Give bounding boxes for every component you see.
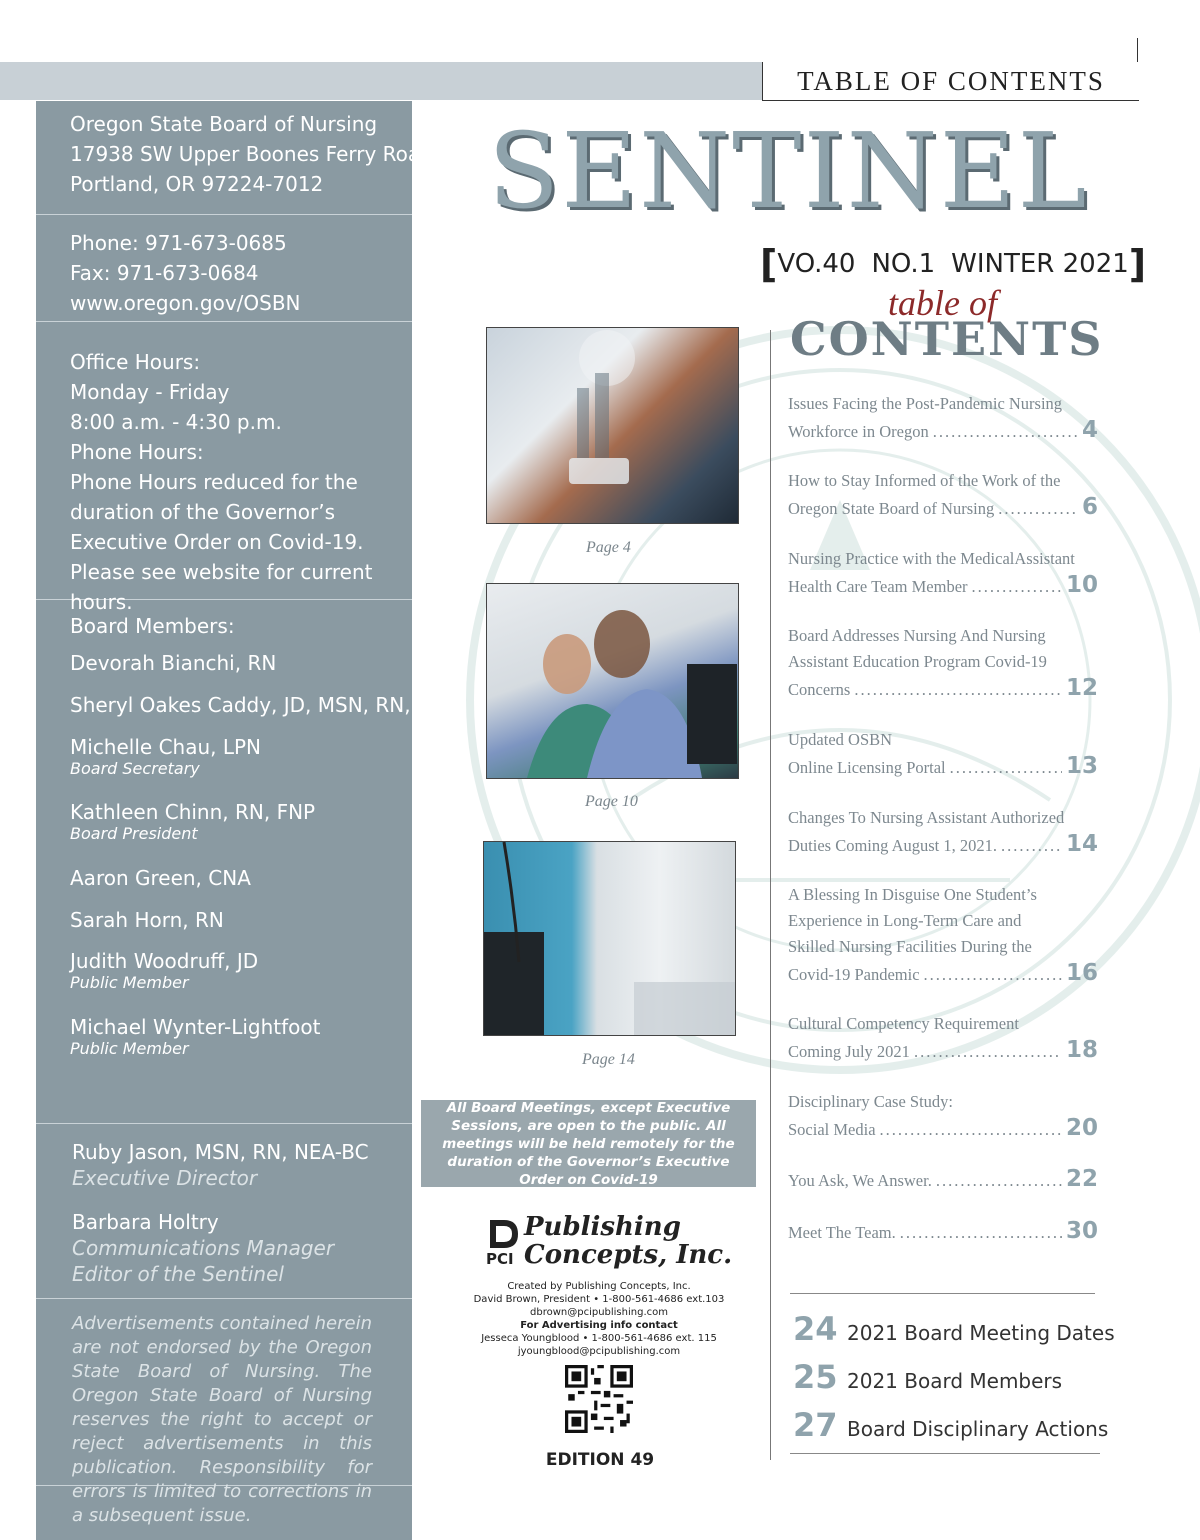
toc-script-heading: table of <box>888 283 997 323</box>
meetings-note: All Board Meetings, except Executive Sessions, are open to the public. All meetings will be held remotely for the duration of the Governor’s Executive Order on Covid-19 <box>421 1100 756 1187</box>
publisher-credit: Created by Publishing Concepts, Inc. <box>507 1281 691 1292</box>
toc-leader-dots <box>914 1039 1062 1065</box>
member-role: Board President <box>70 824 198 843</box>
member-role: Public Member <box>70 973 189 992</box>
toc-page-number: 20 <box>1065 1115 1098 1141</box>
toc-page-number: 13 <box>1065 753 1098 779</box>
board-members-block <box>36 601 459 1124</box>
toc-entry-line <box>788 908 1098 934</box>
staff-name: Barbara Holtry <box>72 1210 219 1234</box>
member <box>36 693 459 735</box>
season: WINTER 2021 <box>951 249 1129 279</box>
address-line: Portland, OR 97224-7012 <box>70 172 324 196</box>
staff-block <box>36 1125 412 1299</box>
toc-entry-title: You Ask, We Answer. <box>788 1171 932 1190</box>
bottom-list-label: 2021 Board Meeting Dates <box>847 1321 1115 1345</box>
disclaimer-block <box>36 1300 412 1526</box>
board-members-label: Board Members: <box>70 614 235 638</box>
toc-entry[interactable] <box>788 727 1098 781</box>
toc-header: TABLE OF CONTENTS <box>762 62 1139 101</box>
hours-block <box>36 323 412 614</box>
toc-leader-dots <box>936 1168 1062 1194</box>
toc-entry-line <box>788 1011 1098 1037</box>
publisher-ad-label: For Advertising info contact <box>520 1320 678 1331</box>
toc-entry-line <box>788 753 1098 781</box>
header-rule <box>1137 38 1138 62</box>
photo-caption: Page 14 <box>582 1051 635 1068</box>
member-role: Public Member <box>70 1039 189 1058</box>
toc-divider <box>770 330 771 1460</box>
toc-entry-line <box>788 727 1098 753</box>
staff-role: Editor of the Sentinel <box>72 1262 284 1286</box>
toc-entry[interactable] <box>788 623 1098 703</box>
toc-page-number: 12 <box>1065 675 1098 701</box>
bottom-list-page: 27 <box>793 1406 838 1444</box>
publisher-ad-contact: Jesseca Youngblood • 1-800-561-4686 ext. 115 <box>481 1333 717 1344</box>
toc-page-number: 6 <box>1081 494 1098 520</box>
member <box>36 800 412 866</box>
toc-page-number: 10 <box>1065 572 1098 598</box>
toc-entry-title: Workforce in Oregon <box>788 422 929 441</box>
member <box>36 735 412 800</box>
photo-caption: Page 4 <box>586 539 631 556</box>
toc-entry-line <box>788 1218 1098 1246</box>
bottom-list-label: 2021 Board Members <box>847 1369 1063 1393</box>
toc-entry[interactable] <box>788 1218 1098 1246</box>
toc-entry-line <box>788 1166 1098 1194</box>
toc-entry-title: Experience in Long-Term Care and <box>788 911 1022 930</box>
toc-page-number: 22 <box>1065 1166 1098 1192</box>
toc-entry-line <box>788 623 1098 649</box>
member <box>36 866 412 908</box>
toc-entry-line <box>788 831 1098 859</box>
member-name: Michelle Chau, LPN <box>70 735 262 759</box>
issue-line <box>760 242 1147 286</box>
top-band <box>0 62 762 100</box>
toc-entry-title: Board Addresses Nursing And Nursing <box>788 626 1046 645</box>
toc-entry-line <box>788 960 1098 988</box>
member-name: Kathleen Chinn, RN, FNP <box>70 800 316 824</box>
toc-entry-title: A Blessing In Disguise One Student’s <box>788 885 1037 904</box>
toc-entry-line <box>788 934 1098 960</box>
toc-entry-title: Skilled Nursing Facilities During the <box>788 937 1032 956</box>
website-link[interactable]: www.oregon.gov/OSBN <box>70 291 301 315</box>
toc-entry-line <box>788 546 1098 572</box>
toc-entry-title: Covid-19 Pandemic <box>788 965 920 984</box>
member-name: Judith Woodruff, JD <box>70 949 259 973</box>
toc-entry-title: Assistant Education Program Covid-19 <box>788 652 1047 671</box>
phone-hours-note: Phone Hours reduced for the duration of the Governor’s Executive Order on Covid-19. Please see website for current hours. <box>70 470 373 614</box>
toc-entry-title: Meet The Team. <box>788 1223 896 1242</box>
staff-role: Executive Director <box>72 1166 258 1190</box>
phone: Phone: 971-673-0685 <box>70 231 287 255</box>
edition-number: EDITION 49 <box>545 1450 655 1470</box>
publisher-email[interactable]: dbrown@pcipublishing.com <box>530 1307 668 1318</box>
contact-block <box>36 216 412 322</box>
bottom-list-item[interactable] <box>793 1406 1108 1444</box>
bottom-list-item[interactable] <box>793 1310 1115 1348</box>
toc-leader-dots <box>900 1220 1062 1246</box>
publisher-name: Concepts, Inc. <box>524 1240 733 1270</box>
toc-entry-title: Issues Facing the Post-Pandemic Nursing <box>788 394 1063 413</box>
photo-nurse-hallway <box>483 841 736 1036</box>
publisher-name: Publishing <box>524 1212 681 1242</box>
member <box>36 949 412 1015</box>
toc-leader-dots <box>933 419 1078 445</box>
toc-entry-title: Disciplinary Case Study: <box>788 1092 953 1111</box>
bottom-list-label: Board Disciplinary Actions <box>847 1417 1109 1441</box>
toc-page-number: 30 <box>1065 1218 1098 1244</box>
toc-entry-title: Changes To Nursing Assistant Authorized <box>788 808 1065 827</box>
toc-entry-line <box>788 417 1098 445</box>
toc-entry-title: Duties Coming August 1, 2021. <box>788 836 998 855</box>
publisher-logo-icon <box>486 1218 520 1252</box>
bottom-list-rule <box>790 1293 1095 1294</box>
qr-code-icon[interactable] <box>565 1365 633 1433</box>
toc-page-number: 18 <box>1065 1037 1098 1063</box>
bottom-list-page: 24 <box>793 1310 838 1348</box>
toc-entry[interactable] <box>788 1011 1098 1065</box>
toc-page-number: 16 <box>1065 960 1098 986</box>
toc-entry-line <box>788 675 1098 703</box>
address-block <box>36 101 433 215</box>
member-name: Sheryl Oakes Caddy, JD, MSN, RN, CNE <box>70 693 459 717</box>
member-name: Aaron Green, CNA <box>70 866 251 890</box>
toc-entry[interactable] <box>788 468 1098 522</box>
bottom-list-item[interactable] <box>793 1358 1062 1396</box>
member <box>36 1015 412 1065</box>
member-name: Michael Wynter-Lightfoot <box>70 1015 321 1039</box>
phone-hours-label: Phone Hours: <box>70 440 204 464</box>
toc-entry-line <box>788 1115 1098 1143</box>
address-line: Oregon State Board of Nursing <box>70 112 378 136</box>
toc-entry-line <box>788 1089 1098 1115</box>
toc-entry-title: Social Media <box>788 1120 876 1139</box>
toc-entry-line <box>788 468 1098 494</box>
bracket-right: ] <box>1128 242 1147 286</box>
toc-entry-line <box>788 572 1098 600</box>
toc-leader-dots <box>972 574 1062 600</box>
publisher-ad-email[interactable]: jyoungblood@pcipublishing.com <box>517 1346 681 1357</box>
photo-doctors-tablet <box>486 327 739 524</box>
toc-page-number: 14 <box>1065 831 1098 857</box>
toc-entry-title: Nursing Practice with the MedicalAssistant <box>788 549 1075 568</box>
toc-leader-dots <box>950 755 1062 781</box>
toc-entry-title: Cultural Competency Requirement <box>788 1014 1019 1033</box>
staff-role: Communications Manager <box>72 1236 335 1260</box>
toc-entry-title: How to Stay Informed of the Work of the <box>788 471 1061 490</box>
toc-entry-title: Oregon State Board of Nursing <box>788 499 995 518</box>
sidebar <box>36 101 459 1540</box>
toc-entry[interactable] <box>788 805 1098 859</box>
toc-entry-line <box>788 1037 1098 1065</box>
toc-entry[interactable] <box>788 391 1098 445</box>
toc-leader-dots <box>880 1117 1062 1143</box>
number: NO.1 <box>871 249 936 279</box>
publisher-president: David Brown, President • 1-800-561-4686 ext.103 <box>473 1294 725 1305</box>
publisher-pci: PCI <box>486 1250 514 1268</box>
toc-entry-title: Updated OSBN <box>788 730 893 749</box>
staff-name: Ruby Jason, MSN, RN, NEA-BC <box>72 1140 369 1164</box>
volume: VO.40 <box>777 249 856 279</box>
toc-leader-dots <box>854 677 1062 703</box>
photo-caption: Page 10 <box>585 793 638 810</box>
photo-nurses-computer <box>486 583 739 779</box>
toc-entry-title: Concerns <box>788 680 851 699</box>
contents-heading: CONTENTS <box>790 312 1104 366</box>
member-role: Board Secretary <box>70 759 200 778</box>
toc-entry[interactable] <box>788 1166 1098 1194</box>
bottom-list-rule <box>790 1453 1100 1454</box>
toc-entry-line <box>788 391 1098 417</box>
toc-entry-title: Online Licensing Portal <box>788 758 946 777</box>
toc-leader-dots <box>924 962 1062 988</box>
bottom-list-page: 25 <box>793 1358 838 1396</box>
fax: Fax: 971-673-0684 <box>70 261 259 285</box>
toc-entry[interactable] <box>788 1089 1098 1143</box>
toc-entry[interactable] <box>788 882 1098 988</box>
toc-entry-line <box>788 882 1098 908</box>
toc-page-number: 4 <box>1081 417 1098 443</box>
toc-leader-dots <box>1001 833 1062 859</box>
toc-entry-line <box>788 494 1098 522</box>
office-days: Monday - Friday <box>70 380 230 404</box>
masthead-title: SENTINEL <box>488 110 1089 232</box>
member-name: Sarah Horn, RN <box>70 908 224 932</box>
toc-leader-dots <box>998 496 1078 522</box>
ad-disclaimer: Advertisements contained herein are not endorsed by the Oregon State Board of Nursing. The Oregon State Board of Nursing reserves the right to accept or reject advertisements in this publication. Responsibility for errors is limited to corrections in a subsequent issue. <box>72 1313 372 1526</box>
office-hours-label: Office Hours: <box>70 350 201 374</box>
office-times: 8:00 a.m. - 4:30 p.m. <box>70 410 282 434</box>
toc-entry-title: Health Care Team Member <box>788 577 968 596</box>
address-line: 17938 SW Upper Boones Ferry Road <box>70 142 433 166</box>
member <box>36 908 412 949</box>
toc-entry-title: Coming July 2021 <box>788 1042 910 1061</box>
member <box>36 651 412 693</box>
toc-entry[interactable] <box>788 546 1098 600</box>
member-name: Devorah Bianchi, RN <box>70 651 277 675</box>
bracket-left: [ <box>760 242 778 286</box>
toc-entry-line <box>788 649 1098 675</box>
toc-entry-line <box>788 805 1098 831</box>
